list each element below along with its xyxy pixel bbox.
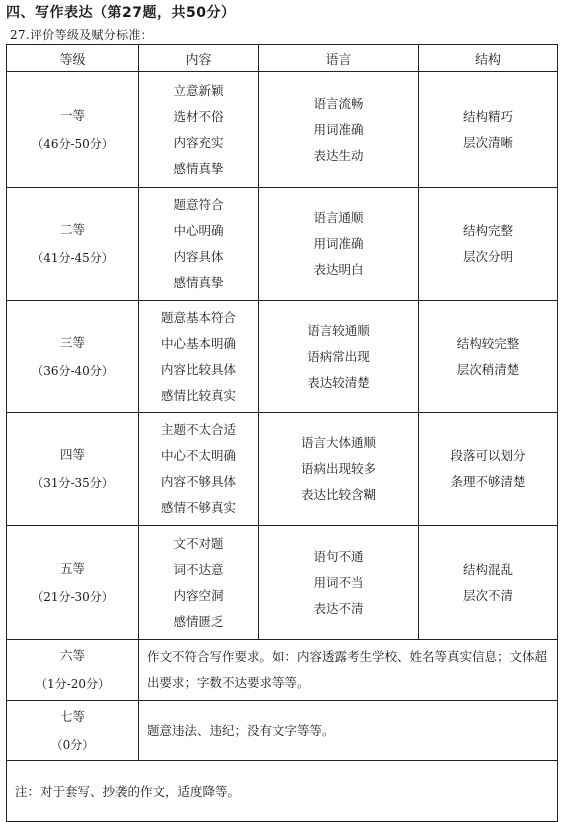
grade-description: 题意违法、违纪；没有文字等等。 (139, 701, 558, 761)
grade-range: （1分-20分） (35, 677, 110, 691)
content-line: 选材不俗 (173, 108, 224, 124)
language-line: 表达生动 (313, 147, 364, 163)
content-line: 内容不够具体 (160, 474, 236, 489)
table-note: 注：对于套写、抄袭的作文，适度降等。 (7, 761, 558, 822)
content-line: 内容具体 (173, 249, 224, 264)
grade-range: （46分-50分） (31, 136, 114, 151)
grade-label: 六等 (59, 648, 85, 663)
structure-line: 结构精巧 (462, 108, 513, 124)
language-line: 表达明白 (313, 262, 364, 277)
structure-line: 层次清晰 (462, 134, 513, 150)
grade-range: （41分-45分） (31, 251, 114, 265)
grade-label: 七等 (59, 708, 85, 724)
header-content: 内容 (139, 45, 259, 72)
table-row (7, 413, 558, 526)
table-row (7, 188, 558, 301)
language-line: 用词准确 (313, 236, 364, 251)
content-cell (139, 526, 259, 640)
structure-line: 层次不清 (462, 587, 513, 603)
structure-line: 结构混乱 (462, 561, 513, 577)
grade-cell (7, 701, 139, 761)
language-cell (259, 413, 419, 526)
structure-line: 结构完整 (462, 223, 513, 238)
language-line: 语句不通 (313, 548, 364, 564)
content-cell (139, 301, 259, 413)
content-line: 中心明确 (173, 223, 224, 238)
table-row (7, 640, 558, 701)
structure-line: 条理不够清楚 (450, 474, 526, 489)
content-line: 感情匮乏 (173, 613, 224, 629)
content-line: 感情真挚 (173, 275, 224, 290)
content-line: 内容充实 (173, 134, 224, 150)
structure-line: 层次分明 (462, 249, 513, 264)
header-structure: 结构 (419, 45, 558, 72)
content-line: 中心不太明确 (160, 448, 236, 463)
content-line: 题意基本符合 (160, 309, 236, 325)
language-line: 语言通顺 (313, 210, 364, 225)
grade-cell (7, 526, 139, 640)
table-row (7, 72, 558, 188)
content-line: 文不对题 (173, 535, 224, 551)
note-row (7, 761, 558, 822)
header-grade: 等级 (7, 45, 139, 72)
content-line: 感情不够真实 (160, 500, 236, 515)
grade-range: （21分-30分） (31, 589, 114, 604)
language-line: 用词准确 (313, 121, 364, 137)
language-line: 语言大体通顺 (300, 435, 376, 450)
grade-cell (7, 188, 139, 301)
language-cell (259, 301, 419, 413)
content-cell (139, 188, 259, 301)
content-line: 题意符合 (173, 197, 224, 212)
content-cell (139, 72, 259, 188)
table-row (7, 701, 558, 761)
grade-label: 四等 (59, 447, 85, 462)
structure-cell (419, 188, 558, 301)
grade-description: 作文不符合写作要求。如：内容透露考生学校、姓名等真实信息；文体超出要求；字数不达要求等等。 (139, 640, 558, 701)
content-cell (139, 413, 259, 526)
language-line: 用词不当 (313, 574, 364, 590)
content-line: 立意新颖 (173, 82, 224, 98)
grading-rubric-table (6, 44, 558, 822)
content-line: 中心基本明确 (160, 335, 236, 351)
content-line: 词不达意 (173, 561, 224, 577)
content-line: 感情真挚 (173, 160, 224, 176)
structure-cell (419, 72, 558, 188)
language-line: 表达比较含糊 (300, 487, 376, 502)
content-line: 感情比较真实 (160, 387, 236, 403)
grade-range: （36分-40分） (31, 363, 114, 378)
language-cell (259, 72, 419, 188)
table-header-row (7, 45, 558, 72)
grade-label: 五等 (59, 560, 85, 576)
language-line: 表达不清 (313, 600, 364, 616)
structure-line: 层次稍清楚 (456, 361, 520, 377)
grade-cell (7, 72, 139, 188)
grade-label: 二等 (59, 222, 85, 237)
grade-label: 一等 (59, 107, 85, 123)
language-line: 语言较通顺 (307, 322, 370, 338)
header-language: 语言 (259, 45, 419, 72)
language-cell (259, 188, 419, 301)
language-line: 语病常出现 (307, 348, 370, 364)
structure-cell (419, 526, 558, 640)
language-cell (259, 526, 419, 640)
question-subheading: 27.评价等级及赋分标准： (10, 28, 153, 42)
language-line: 表达较清楚 (307, 374, 370, 390)
structure-cell (419, 413, 558, 526)
grade-range: （0分） (50, 737, 95, 752)
structure-cell (419, 301, 558, 413)
grade-range: （31分-35分） (31, 476, 114, 490)
content-line: 内容比较具体 (160, 361, 236, 377)
structure-line: 结构较完整 (456, 335, 520, 351)
grade-cell (7, 301, 139, 413)
content-line: 内容空洞 (173, 587, 224, 603)
language-line: 语言流畅 (313, 95, 364, 111)
section-heading: 四、写作表达（第27题，共50分） (6, 5, 236, 21)
grade-label: 三等 (59, 334, 85, 350)
language-line: 语病出现较多 (300, 461, 376, 476)
table-row (7, 301, 558, 413)
content-line: 主题不太合适 (160, 422, 236, 437)
grade-cell (7, 640, 139, 701)
table-row (7, 526, 558, 640)
grade-cell (7, 413, 139, 526)
structure-line: 段落可以划分 (450, 448, 526, 463)
